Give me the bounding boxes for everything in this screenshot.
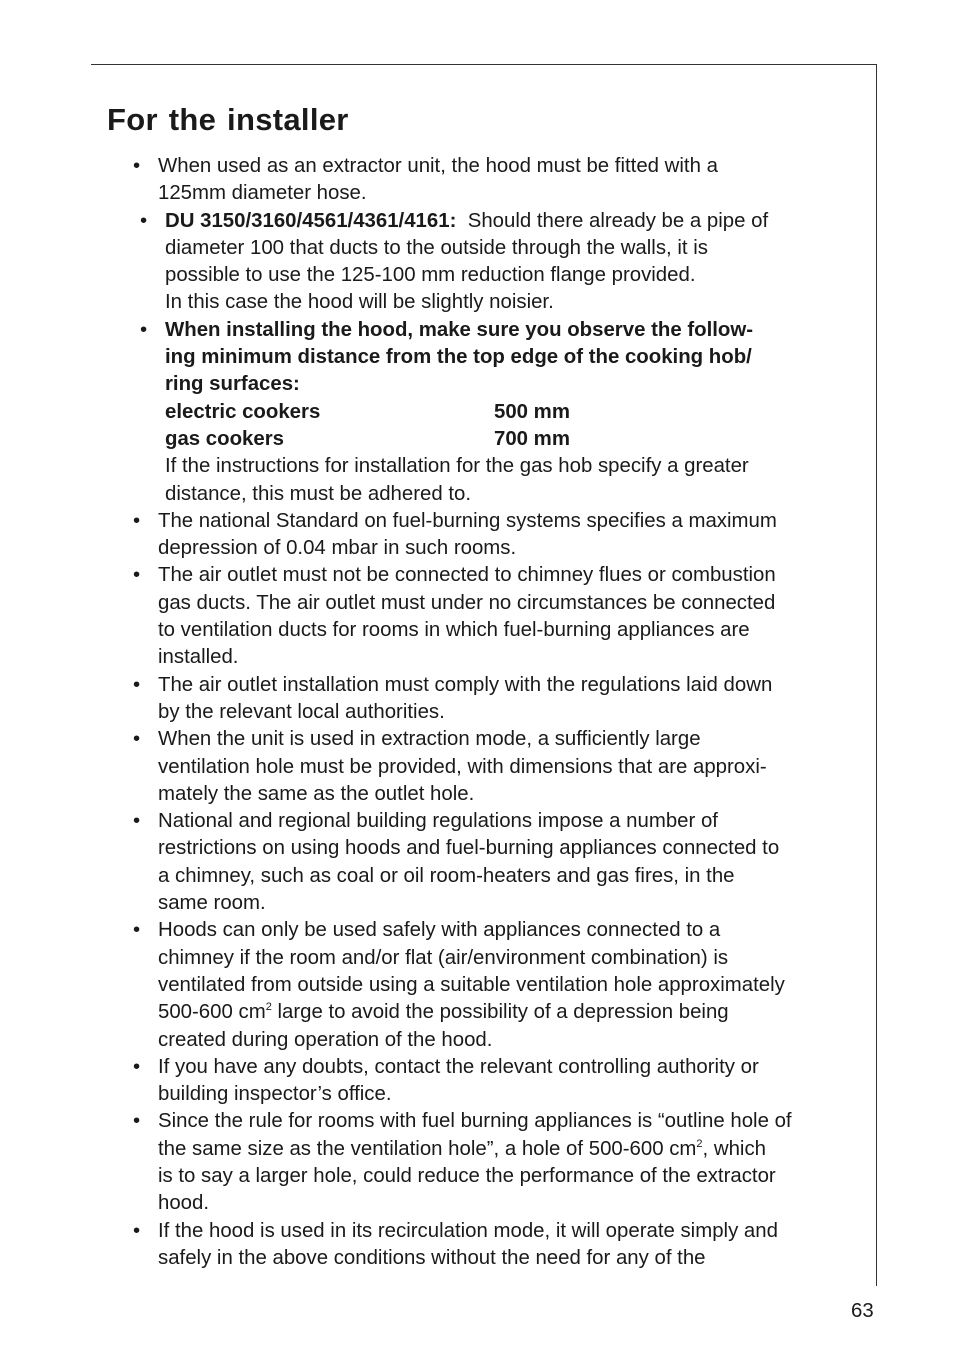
list-item: • If the hood is used in its recirculation mode, it will operate simply and safely in the above conditions without the need for any of the	[133, 1219, 778, 1269]
list-item: • DU 3150/3160/4561/4361/4161: Should there already be a pipe of diameter 100 that ducts to the outside through the walls, it is possible to use the 125-100 mm reduction flange provided. In this case the hood will be slightly noisier.	[140, 209, 769, 314]
instructions-list	[0, 153, 954, 1272]
bullet-icon: •	[133, 1055, 141, 1078]
list-item: • Hoods can only be used safely with appliances connected to a chimney if the room and/or flat (air/environment combination) is ventilated from outside using a suitable ventilation hole approximately 500-600 $cm^2$ large to avoid the possibility of a depression being created during operation of the hood.	[133, 919, 785, 1051]
bullet-icon: •	[133, 155, 141, 177]
bullet-icon: •	[133, 1110, 141, 1133]
bullet-icon: •	[133, 509, 141, 532]
list-item: • The air outlet installation must comply with the regulations laid down by the relevant local authorities.	[133, 673, 773, 723]
page-number: 63	[851, 1300, 874, 1322]
list-item: • The national Standard on fuel-burning systems specifies a maximum depression of 0.04 mbar in such rooms.	[133, 509, 777, 560]
list-item: • Since the rule for rooms with fuel burning appliances is “outline hole of the same size as the ventilation hole”, a hole of 500-600 $cm^2$, which is to say a larger hole, could reduce the performance of the extractor hood.	[133, 1110, 792, 1215]
page-title: For the installer	[107, 102, 349, 137]
bullet-icon: •	[133, 728, 141, 751]
bullet-icon: •	[133, 810, 141, 833]
top-rule	[91, 64, 877, 65]
list-item: • The air outlet must not be connected to chimney flues or combustion gas ducts. The air outlet must under no circumstances be connected to ventilation ducts for rooms in which fuel-burning appliances are installed.	[133, 564, 776, 669]
list-item: • National and regional building regulations impose a number of restrictions on using hoods and fuel-burning appliances connected to a chimney, such as coal or oil room-heaters and gas fires, in the same room.	[133, 810, 780, 915]
distance-row: gas cookers 700 mm	[165, 427, 570, 450]
bullet-icon: •	[133, 673, 141, 696]
bullet-icon: •	[133, 564, 141, 587]
model-numbers: DU 3150/3160/4561/4361/4161:	[165, 209, 457, 232]
distance-row: electric cookers 500 mm	[165, 400, 570, 423]
list-item: • When used as an extractor unit, the hood must be fitted with a 125mm diameter hose.	[133, 155, 718, 205]
list-item: • When the unit is used in extraction mode, a sufficiently large ventilation hole must be provided, with dimensions that are approxi- mately the same as the outlet hole.	[133, 728, 767, 805]
list-item: • When installing the hood, make sure you observe the follow- ing minimum distance from the top edge of the cooking hob/ ring surfaces: electric cookers 500 mm gas cookers 700 mm If the instructions for installation for the gas hob specify a greater distance, this must be adhered to.	[0, 317, 848, 508]
bullet-icon: •	[133, 1219, 141, 1242]
bullet-icon: •	[140, 318, 148, 341]
list-item: • If you have any doubts, contact the relevant controlling authority or building inspector’s office.	[133, 1055, 759, 1106]
bullet-icon: •	[140, 209, 148, 232]
bullet-icon: •	[133, 919, 141, 942]
